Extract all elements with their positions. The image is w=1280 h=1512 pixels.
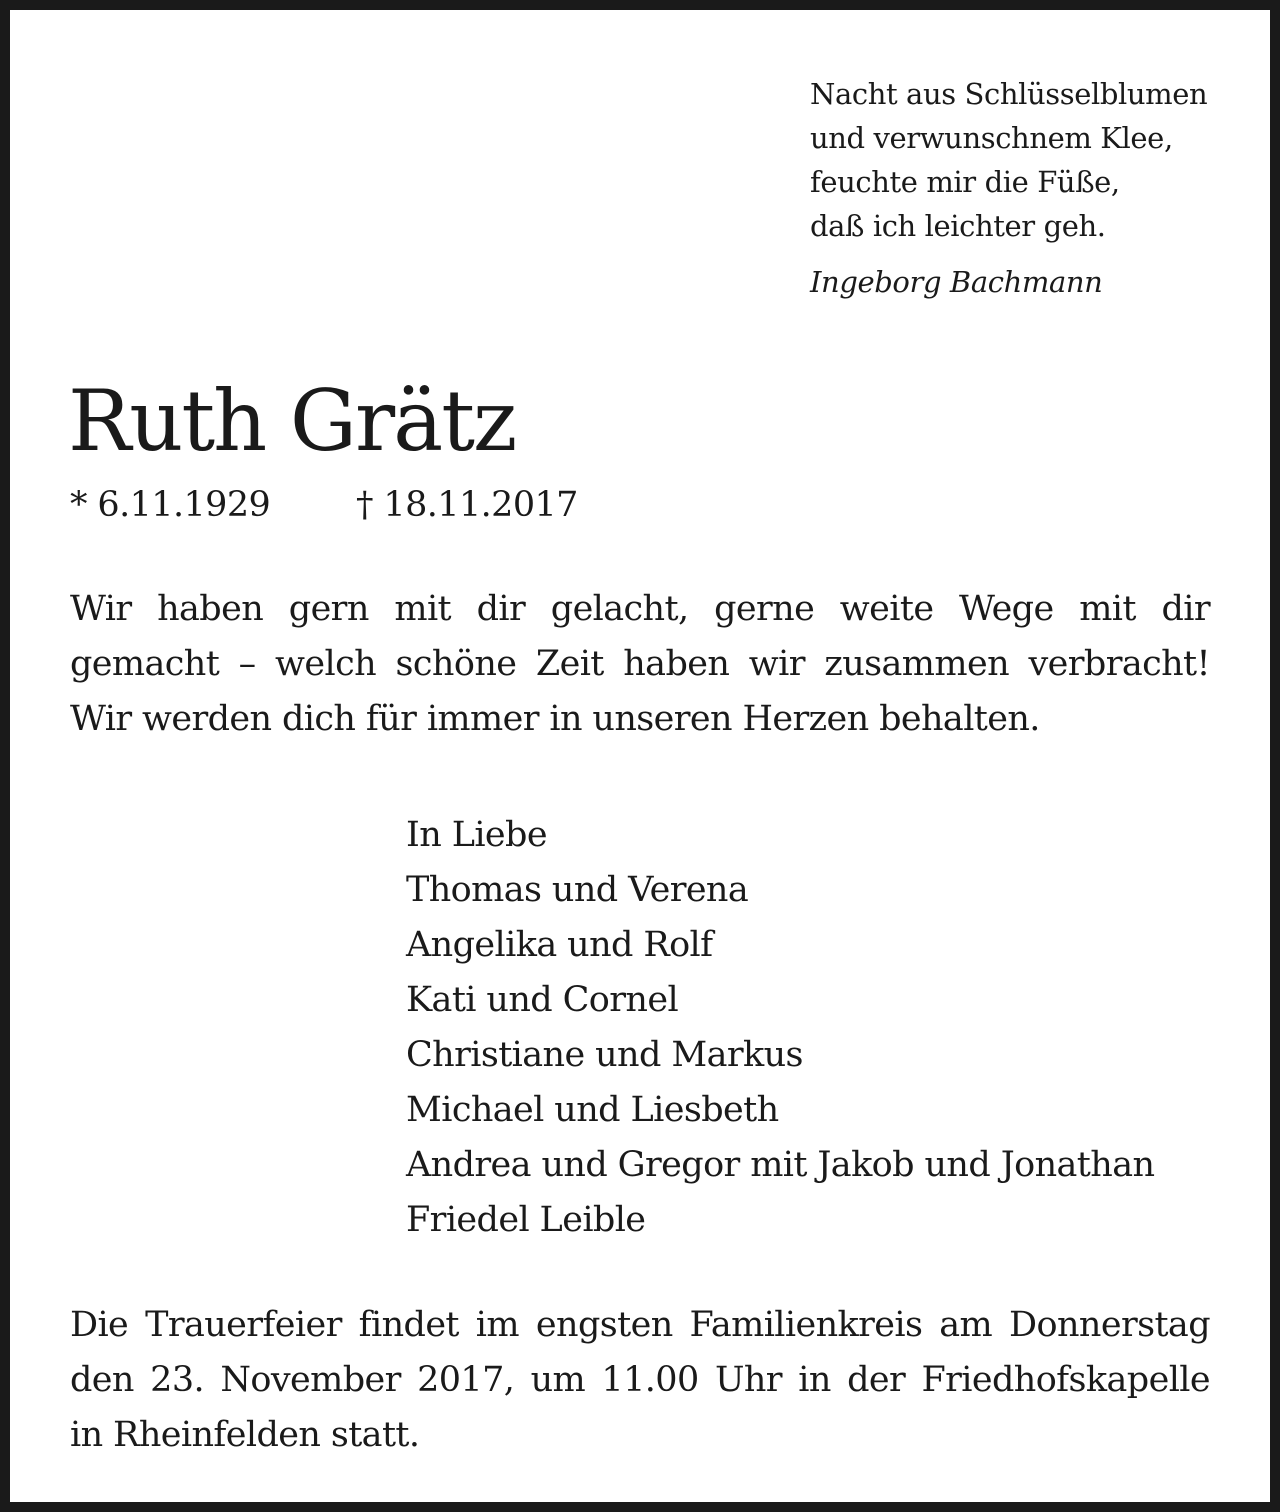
birth-date: * 6.11.1929 bbox=[70, 485, 271, 525]
message-line: gemacht – welch schöne Zeit haben wir zusammen verbracht! bbox=[70, 644, 1210, 684]
funeral-line: in Rheinfelden statt. bbox=[70, 1415, 420, 1455]
mourner-line: Kati und Cornel bbox=[406, 980, 679, 1020]
funeral-line: Die Trauerfeier findet im engsten Familienkreis am Donnerstag bbox=[70, 1305, 1210, 1345]
mourner-line: Michael und Liesbeth bbox=[406, 1090, 779, 1130]
mourner-line: Angelika und Rolf bbox=[406, 925, 713, 965]
mourner-line: Andrea und Gregor mit Jakob und Jonathan bbox=[406, 1145, 1155, 1185]
poem-line: daß ich leichter geh. bbox=[810, 209, 1106, 243]
memorial-message bbox=[70, 582, 1210, 747]
message-line: Wir haben gern mit dir gelacht, gerne weite Wege mit dir bbox=[70, 589, 1210, 629]
message-line: Wir werden dich für immer in unseren Herzen behalten. bbox=[70, 699, 1040, 739]
poem-author: Ingeborg Bachmann bbox=[810, 265, 1103, 299]
funeral-details bbox=[70, 1298, 1210, 1463]
poem-line: Nacht aus Schlüsselblumen bbox=[810, 77, 1208, 111]
mourners-list bbox=[406, 808, 1154, 1248]
mourner-line: In Liebe bbox=[406, 815, 547, 855]
life-dates bbox=[70, 480, 578, 530]
mourner-line: Friedel Leible bbox=[406, 1200, 646, 1240]
poem-line: feuchte mir die Füße, bbox=[810, 165, 1120, 199]
poem-quote bbox=[810, 72, 1260, 304]
deceased-name: Ruth Grätz bbox=[68, 372, 516, 470]
mourner-line: Thomas und Verena bbox=[406, 870, 749, 910]
poem-line: und verwunschnem Klee, bbox=[810, 121, 1173, 155]
death-date: † 18.11.2017 bbox=[356, 485, 578, 525]
funeral-line: den 23. November 2017, um 11.00 Uhr in der Friedhofskapelle bbox=[70, 1360, 1210, 1400]
mourner-line: Christiane und Markus bbox=[406, 1035, 803, 1075]
